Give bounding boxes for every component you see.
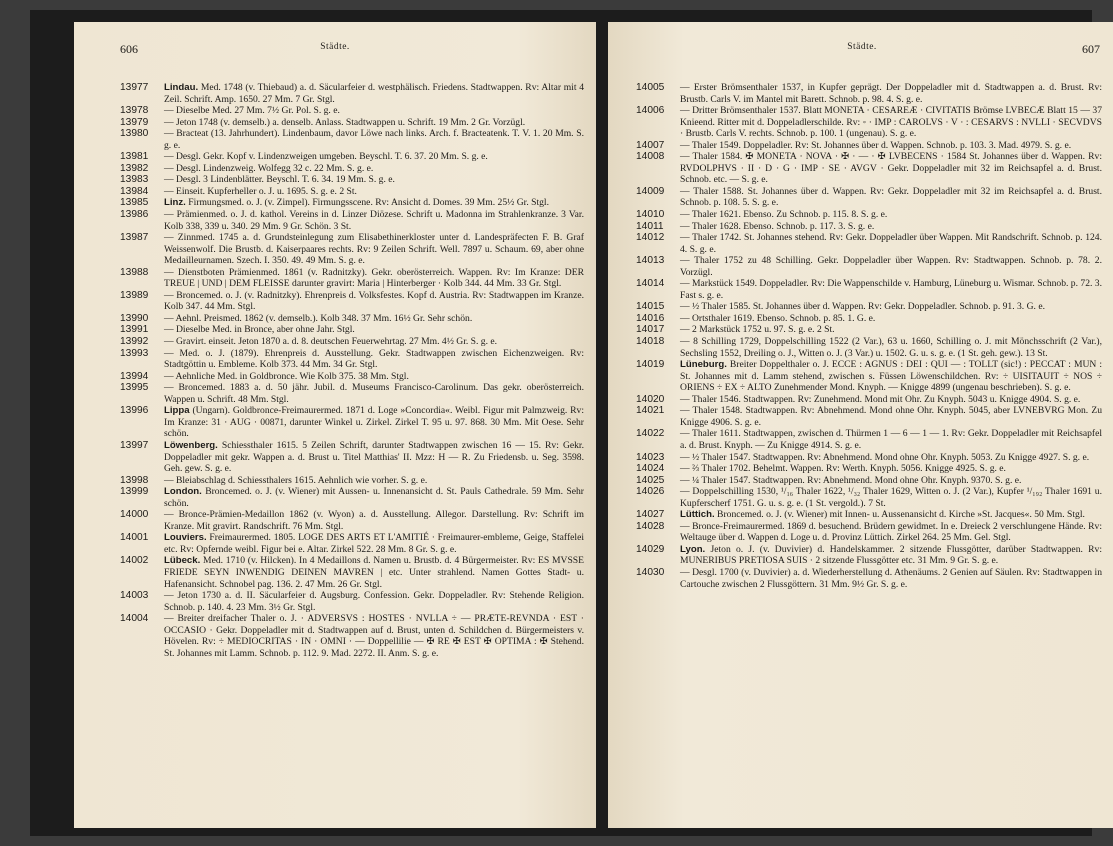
entry-description: — Markstück 1549. Doppeladler. Rv: Die Wappenschilde v. Hamburg, Lüneburg u. Wismar. Schnob. p. 72. 3. Fast s. g. e. — [680, 278, 1102, 301]
lot-number: 14016 — [636, 312, 665, 324]
entry-description: — Jeton 1730 a. d. II. Säcularfeier d. Augsburg. Confession. Gekr. Doppeladler. Rv: Stehende Religion. Schnob. p. 140. 4. 23 Mm. 3½ Gr. Stgl. — [164, 590, 584, 613]
entry-description: — Desgl. Gekr. Kopf v. Lindenzweigen umgeben. Beyschl. T. 6. 37. 20 Mm. S. g. e. — [164, 151, 488, 163]
entry-description: — ¼ Thaler 1547. Stadtwappen. Rv: Abnehmend. Mond ohne Ohr. Knyph. 9370. S. g. e. — [680, 474, 1022, 486]
lot-number: 13983 — [120, 174, 149, 186]
catalog-entry — [120, 163, 584, 175]
catalog-entry — [636, 140, 1102, 152]
catalog-entry — [120, 475, 584, 487]
catalog-entry — [636, 151, 1102, 186]
catalog-entry — [636, 209, 1102, 221]
catalog-entry — [120, 151, 584, 163]
city-name: Lyon. — [680, 543, 706, 555]
entry-description: — Thaler 1621. Ebenso. Zu Schnob. p. 115. 8. S. g. e. — [680, 209, 888, 221]
entry-description: — Erster Brömsenthaler 1537, in Kupfer geprägt. Der Doppeladler mit d. Stadtwappen a. d. Brust. Rv: Brustb. Carls V. im Mantel mit Barett. Schnob. p. 98. 4. S. g. e. — [680, 82, 1102, 105]
lot-number: 13990 — [120, 312, 149, 324]
catalog-entry — [636, 255, 1102, 278]
catalog-entry — [636, 544, 1102, 567]
left-page-number: 606 — [120, 42, 138, 56]
lot-number: 14002 — [120, 555, 149, 567]
catalog-entry — [120, 290, 584, 313]
catalog-entry — [120, 405, 584, 440]
lot-number: 14021 — [636, 405, 665, 417]
entry-description: Jeton o. J. (v. Duvivier) d. Handelskammer. 2 sitzende Flussgötter, darüber Stadtwappen. Rv: MUNERIBUS PRETIOSA SUIS · 2 sitzende Flussgötter etc. 31 Mm. 9 Gr. S. g. e. — [680, 543, 1102, 567]
entry-description: — Desgl. Lindenzweig. Wolfegg 32 c. 22 Mm. S. g. e. — [164, 162, 374, 174]
catalog-entry — [636, 521, 1102, 544]
entry-description: Broncemed. o. J. (v. Wiener) mit Innen- u. Aussenansicht d. Kirche »St. Jacques«. 50 Mm. Stgl. — [717, 509, 1085, 521]
entry-description: — Prämienmed. o. J. d. kathol. Vereins in d. Linzer Diözese. Schrift u. Madonna im Strahlenkranze. 3 Var. Kolb 338, 339 u. 340. 29 Mm. 9 Gr. Schön. 3 St. — [164, 209, 584, 232]
right-entry-list — [608, 82, 1113, 590]
right-running-title: Städte. — [847, 42, 877, 52]
catalog-entry — [120, 613, 584, 659]
lot-number: 13998 — [120, 474, 149, 486]
entry-description: Firmungsmed. o. J. (v. Zimpel). Firmungsscene. Rv: Ansicht d. Domes. 39 Mm. 25½ Gr. Stgl. — [188, 197, 549, 209]
catalog-entry — [636, 428, 1102, 451]
catalog-entry — [120, 267, 584, 290]
catalog-entry — [120, 82, 584, 105]
entry-description: — Zinnmed. 1745 a. d. Grundsteinlegung zum Elisabethinerkloster unter d. Landespräfecten F. B. Graf Weissenwolf. Die Brustb. d. Kaiserpaares rechts. Rv: 9 Zeilen Schrift. Well. 7897 u. Schaum. 69, aber ohne Medailleurnamen. Szech. I. 350. 49. 49 Mm. S. g. e. — [164, 232, 584, 267]
catalog-entry — [636, 463, 1102, 475]
catalog-entry — [636, 452, 1102, 464]
lot-number: 14013 — [636, 255, 665, 267]
catalog-entry — [636, 313, 1102, 325]
entry-description: — Desgl. 1700 (v. Duvivier) a. d. Wiederherstellung d. Athenäums. 2 Genien auf Säulen. Rv: Stadtwappen in Cartouche zwischen 2 Flussgöttern. 31 Mm. 9½ Gr. S. g. e. — [680, 566, 1102, 590]
lot-number: 13986 — [120, 209, 149, 221]
entry-description: — Thaler 1548. Stadtwappen. Rv: Abnehmend. Mond ohne Ohr. Knyph. 5045, aber LVNEBVRG Mon. Zu Knigge 4906. S. g. e. — [680, 405, 1102, 428]
lot-number: 13999 — [120, 486, 149, 498]
lot-number: 13988 — [120, 266, 149, 278]
lot-number: 14019 — [636, 359, 665, 371]
lot-number: 13985 — [120, 197, 149, 209]
catalog-entry — [120, 555, 584, 590]
catalog-entry — [120, 209, 584, 232]
entry-description: — Aehnliche Med. in Goldbronce. Wie Kolb 375. 38 Mm. Stgl. — [164, 370, 409, 382]
catalog-entry — [636, 221, 1102, 233]
catalog-entry — [120, 348, 584, 371]
catalog-entry — [636, 105, 1102, 140]
entry-description: — Dieselbe Med. 27 Mm. 7½ Gr. Pol. S. g. e. — [164, 105, 340, 117]
entry-description: Schiessthaler 1615. 5 Zeilen Schrift, darunter Stadtwappen zwischen 16 — 15. Rv: Gekr. Doppeladler mit gekr. Wappen a. d. Brust u. Titel Matthias' II. Mzz: H — R. Zu Friedensb. u. Seg. 3598. Geh. gew. S. g. e. — [164, 439, 584, 475]
lot-number: 13979 — [120, 116, 149, 128]
entry-description: — Dienstboten Prämienmed. 1861 (v. Radnitzky). Gekr. oberösterreich. Wappen. Rv: Im Kranze: DER TREUE | UND | DEM FLEISSE darunter gravirt: Maria | Hinterberger · Kolb 344. 44 Mm. 33 Gr. Stgl. — [164, 266, 584, 290]
entry-description: — Breiter dreifacher Thaler o. J. · ADVERSVS : HOSTES · NVLLA ÷ — PRÆTE-REVNDA · EST · OCCASIO · Gekr. Doppeladler mit d. Stadtwappen auf d. Brust, unten d. Schildchen d. Bürgermeisters v. Hövelen. Rv: ÷ MEDIOCRITAS · IN · OMNI · — Doppellilie — ✠ RE ✠ EST ✠ OPTIMA : ✠ Stehend. St. Johannes mit Lamm. Schnob. p. 112. 9. Mad. 2272. II. Anm. S. g. e. — [164, 613, 584, 659]
lot-number: 14011 — [636, 220, 664, 232]
entry-description: — Doppelschilling 1530, ¹/₁₆ Thaler 1622, ¹/₃₂ Thaler 1629, Witten o. J. (2 Var.), Kupfer ¹/₁₉₂ Thaler 1691 u. Kupferscherf 1751. G. u. s. g. e. (1 St. vergold.). 7 St. — [680, 486, 1102, 509]
entry-description: Med. 1710 (v. Hilcken). In 4 Medaillons d. Namen u. Brustb. d. 4 Bürgermeister. Rv: ES MVSSE FRIEDE SEYN INWENDIG DEINEN MAVREN | etc. Unter strahlend. Namen Gottes Stadt- u. Hafenansicht. Schnobel pag. 136. 2. 47 Mm. 26 Gr. Stgl. — [164, 555, 584, 590]
entry-description: — Jeton 1748 (v. demselb.) a. denselb. Anlass. Stadtwappen u. Schrift. 19 Mm. 2 Gr. Vorzügl. — [164, 116, 526, 128]
right-running-head — [608, 42, 1113, 56]
entry-description: — Gravirt. einseit. Jeton 1870 a. d. 8. deutschen Feuerwehrtag. 27 Mm. 4½ Gr. S. g. e. — [164, 336, 498, 348]
entry-description: Breiter Doppelthaler o. J. ECCE : AGNUS : DEI : QUI — : TOLLT (sic!) : PECCAT : MUN : St. Johannes mit d. Lamm stehend, zwischen s. Füssen Löwenschildchen. Rv: ÷ UISITAUIT ÷ NOS ÷ ORIENS ÷ EX ÷ ALTO Zunehmender Mond. Knyph. — Knigge 4899 (ungenau beschrieben). S. g. e. — [680, 359, 1102, 394]
catalog-entry — [636, 394, 1102, 406]
lot-number: 14010 — [636, 209, 665, 221]
entry-description: — Broncemed. o. J. (v. Radnitzky). Ehrenpreis d. Volksfestes. Kopf d. Austria. Rv: Stadtwappen im Kranze. Kolb 347. 44 Mm. Stgl. — [164, 289, 584, 313]
lot-number: 13977 — [120, 82, 149, 93]
entry-description: — Thaler 1611. Stadtwappen, zwischen d. Thürmen 1 — 6 — 1 — 1. Rv: Gekr. Doppeladler mit Reichsapfel a. d. Brust. Knyph. — Zu Knigge 4914. S. g. e. — [680, 428, 1102, 451]
right-page — [608, 22, 1113, 828]
catalog-entry — [120, 440, 584, 475]
left-page — [74, 22, 596, 828]
lot-number: 14003 — [120, 590, 149, 602]
catalog-entry — [120, 486, 584, 509]
book-spread — [30, 10, 1102, 836]
lot-number: 14030 — [636, 566, 665, 578]
entry-description: — Thaler 1549. Doppeladler. Rv: St. Johannes über d. Wappen. Schnob. p. 103. 3. Mad. 4979. S. g. e. — [680, 139, 1072, 151]
catalog-entry — [120, 336, 584, 348]
lot-number: 14029 — [636, 543, 665, 555]
left-entry-list — [74, 82, 596, 659]
lot-number: 14004 — [120, 613, 149, 625]
lot-number: 13980 — [120, 128, 149, 140]
catalog-entry — [636, 405, 1102, 428]
lot-number: 13989 — [120, 289, 149, 301]
lot-number: 13996 — [120, 405, 149, 417]
lot-number: 14025 — [636, 474, 665, 486]
city-name: Lüneburg. — [680, 359, 727, 371]
lot-number: 14015 — [636, 301, 665, 313]
catalog-entry — [120, 532, 584, 555]
city-name: Lindau. — [164, 82, 199, 93]
entry-description: — Thaler 1584. ✠ MONETA · NOVA · ✠ · — · ✠ LVBECENS · 1584 St. Johannes über d. Wappen. Rv: RVDOLPHVS · II · D · G · IMP · SE · AVGV · Gekr. Doppeladler mit 32 im Reichsapfel a. d. Brust. Schnob. etc. — S. g. e. — [680, 151, 1102, 186]
catalog-entry — [636, 475, 1102, 487]
lot-number: 13987 — [120, 232, 149, 244]
lot-number: 13997 — [120, 439, 149, 451]
entry-description: — Broncemed. 1883 a. d. 50 jähr. Jubil. d. Museums Francisco-Carolinum. Das gekr. oberösterreich. Wappen u. Schrift. 48 Mm. Stgl. — [164, 382, 584, 405]
catalog-entry — [636, 186, 1102, 209]
catalog-entry — [636, 359, 1102, 394]
catalog-entry — [120, 590, 584, 613]
left-running-head — [74, 42, 596, 56]
catalog-entry — [120, 186, 584, 198]
entry-description: — Bronce-Freimaurermed. 1869 d. besuchend. Brüdern gewidmet. In e. Dreieck 2 verschlungene Hände. Rv: Weltauge über d. Wappen d. Loge u. d. Provinz Lüttich. Zirkel 264. 25 Mm. Gel. Stgl. — [680, 520, 1102, 544]
entry-description: — Desgl. 3 Lindenblätter. Beyschl. T. 6. 34. 19 Mm. S. g. e. — [164, 174, 395, 186]
catalog-entry — [120, 232, 584, 267]
lot-number: 14027 — [636, 509, 665, 521]
entry-description: — ½ Thaler 1547. Stadtwappen. Rv: Abnehmend. Mond ohne Ohr. Knyph. 5053. Zu Knigge 4927. S. g. e. — [680, 451, 1090, 463]
city-name: Lübeck. — [164, 555, 201, 567]
city-name: Lippa — [164, 405, 190, 417]
catalog-entry — [120, 117, 584, 129]
entry-description: Broncemed. o. J. (v. Wiener) mit Aussen- u. Innenansicht d. St. Pauls Cathedrale. 59 Mm. Sehr schön. — [164, 486, 584, 509]
catalog-entry — [636, 567, 1102, 590]
entry-description: — Einseit. Kupferheller o. J. u. 1695. S. g. e. 2 St. — [164, 185, 357, 197]
catalog-entry — [120, 313, 584, 325]
catalog-entry — [120, 128, 584, 151]
lot-number: 13994 — [120, 370, 149, 382]
lot-number: 13993 — [120, 347, 149, 359]
lot-number: 14028 — [636, 520, 665, 532]
catalog-entry — [120, 105, 584, 117]
entry-description: — Thaler 1742. St. Johannes stehend. Rv: Gekr. Doppeladler über Wappen. Mit Randschrift. Schnob. p. 124. 4. S. g. e. — [680, 232, 1102, 255]
entry-description: — Aehnl. Preismed. 1862 (v. demselb.). Kolb 348. 37 Mm. 16½ Gr. Sehr schön. — [164, 312, 473, 324]
catalog-entry — [636, 324, 1102, 336]
lot-number: 14000 — [120, 509, 149, 521]
catalog-entry — [120, 382, 584, 405]
catalog-entry — [120, 509, 584, 532]
lot-number: 14006 — [636, 105, 665, 117]
entry-description: — Dieselbe Med. in Bronce, aber ohne Jahr. Stgl. — [164, 324, 355, 336]
lot-number: 14001 — [120, 532, 149, 544]
city-name: Lüttich. — [680, 509, 715, 521]
entry-description: — Bracteat (13. Jahrhundert). Lindenbaum, davor Löwe nach links. Arch. f. Bracteatenk. T. V. 1. 20 Mm. S. g. e. — [164, 128, 584, 151]
lot-number: 14005 — [636, 82, 665, 93]
entry-description: (Ungarn). Goldbronce-Freimaurermed. 1871 d. Loge »Concordia«. Weibl. Figur mit Palmzweig. Rv: Im Kranze: 31 · AUG · 00871, darunter Winkel u. Zirkel. Zirkel T. 95 u. 97. 868. 30 Mm. Mit Oese. Sehr schön. — [164, 405, 584, 440]
catalog-entry — [636, 336, 1102, 359]
lot-number: 13991 — [120, 324, 149, 336]
catalog-entry — [636, 82, 1102, 105]
entry-description: — Thaler 1588. St. Johannes über d. Wappen. Rv: Gekr. Doppeladler mit 32 im Reichsapfel a. d. Brust. Schnob. p. 108. 5. S. g. e. — [680, 185, 1102, 209]
lot-number: 14020 — [636, 393, 665, 405]
entry-description: — Dritter Brömsenthaler 1537. Blatt MONETA · CESAREÆ · CIVITATIS Brömse LVBECÆ Blatt 15 — 37 Knieend. Ritter mit d. Doppeladlerschilde. Rv: ◦ · IMP : CAROLVS · V · : CESARVS : NVLLI · SECVDVS · Brustb. Carls V. rechts. Schnob. p. 100. 1 (ungenau). S. g. e. — [680, 105, 1102, 140]
catalog-entry — [636, 486, 1102, 509]
catalog-entry — [120, 324, 584, 336]
entry-description: — Ortsthaler 1619. Ebenso. Schnob. p. 85. 1. G. e. — [680, 312, 876, 324]
entry-description: — Thaler 1752 zu 48 Schilling. Gekr. Doppeladler über Wappen. Rv: Stadtwappen. Schnob. p. 78. 2. Vorzügl. — [680, 255, 1102, 278]
catalog-entry — [636, 301, 1102, 313]
entry-description: — Thaler 1628. Ebenso. Schnob. p. 117. 3. S. g. e. — [680, 220, 875, 232]
entry-description: — Med. o. J. (1879). Ehrenpreis d. Ausstellung. Gekr. Stadtwappen zwischen Eichenzweigen. Rv: Stadtgöttin u. Embleme. Kolb 373. 44 Mm. 34 Gr. Stgl. — [164, 347, 584, 371]
entry-description: Med. 1748 (v. Thiebaud) a. d. Säcularfeier d. westphälisch. Friedens. Stadtwappen. Rv: Altar mit 4 Zeil. Schrift. Amp. 1650. 27 Mm. 7 Gr. Stgl. — [164, 82, 585, 105]
catalog-entry — [120, 174, 584, 186]
catalog-entry — [120, 197, 584, 209]
lot-number: 14017 — [636, 324, 665, 336]
left-running-title: Städte. — [320, 42, 350, 52]
lot-number: 14009 — [636, 185, 665, 197]
city-name: Louviers. — [164, 532, 207, 544]
lot-number: 14018 — [636, 336, 665, 348]
lot-number: 14023 — [636, 451, 665, 463]
lot-number: 14007 — [636, 139, 665, 151]
entry-description: — ⅔ Thaler 1702. Behelmt. Wappen. Rv: Werth. Knyph. 5056. Knigge 4925. S. g. e. — [680, 463, 1006, 475]
entry-description: — 8 Schilling 1729, Doppelschilling 1522 (2 Var.), 63 u. 1660, Schilling o. J. mit Mönchsschrift (2 Var.), Sechsling 1552, Dreiling o. J., Witten o. J. (3 Var.) u. 1502. G. u. s. g. e. (1 St. geh. gew.). 13 St. — [680, 336, 1102, 359]
lot-number: 14014 — [636, 278, 665, 290]
catalog-entry — [636, 509, 1102, 521]
entry-description: — Thaler 1546. Stadtwappen. Rv: Zunehmend. Mond mit Ohr. Zu Knyph. 5043 u. Knigge 4904. S. g. e. — [680, 393, 1081, 405]
catalog-entry — [636, 232, 1102, 255]
lot-number: 14022 — [636, 428, 665, 440]
catalog-entry — [120, 371, 584, 383]
lot-number: 13992 — [120, 336, 149, 348]
lot-number: 14024 — [636, 463, 665, 475]
lot-number: 13984 — [120, 185, 149, 197]
city-name: London. — [164, 486, 202, 498]
entry-description: — Bleiabschlag d. Schiessthalers 1615. Aehnlich wie vorher. S. g. e. — [164, 474, 428, 486]
catalog-entry — [636, 278, 1102, 301]
entry-description: — 2 Markstück 1752 u. 97. S. g. e. 2 St. — [680, 324, 835, 336]
right-page-number: 607 — [1082, 42, 1100, 56]
entry-description: — ½ Thaler 1585. St. Johannes über d. Wappen. Rv: Gekr. Doppeladler. Schnob. p. 91. 3. G. e. — [680, 301, 1045, 313]
lot-number: 13995 — [120, 382, 149, 394]
lot-number: 13978 — [120, 105, 149, 117]
lot-number: 13982 — [120, 162, 149, 174]
entry-description: Freimaurermed. 1805. LOGE DES ARTS ET L'AMITIÉ · Freimaurer-embleme, Geige, Staffelei etc. Rv: Opfernde weibl. Figur bei e. Altar. Zirkel 522. 28 Mm. 8 Gr. S. g. e. — [164, 532, 584, 555]
entry-description: — Bronce-Prämien-Medaillon 1862 (v. Wyon) a. d. Ausstellung. Allegor. Darstellung. Rv: Schrift im Kranze. Mit gravirt. Randschrift. 76 Mm. Stgl. — [164, 509, 584, 532]
lot-number: 13981 — [120, 151, 149, 163]
city-name: Linz. — [164, 197, 186, 209]
city-name: Löwenberg. — [164, 439, 218, 451]
lot-number: 14008 — [636, 151, 665, 163]
lot-number: 14012 — [636, 232, 665, 244]
lot-number: 14026 — [636, 486, 665, 498]
